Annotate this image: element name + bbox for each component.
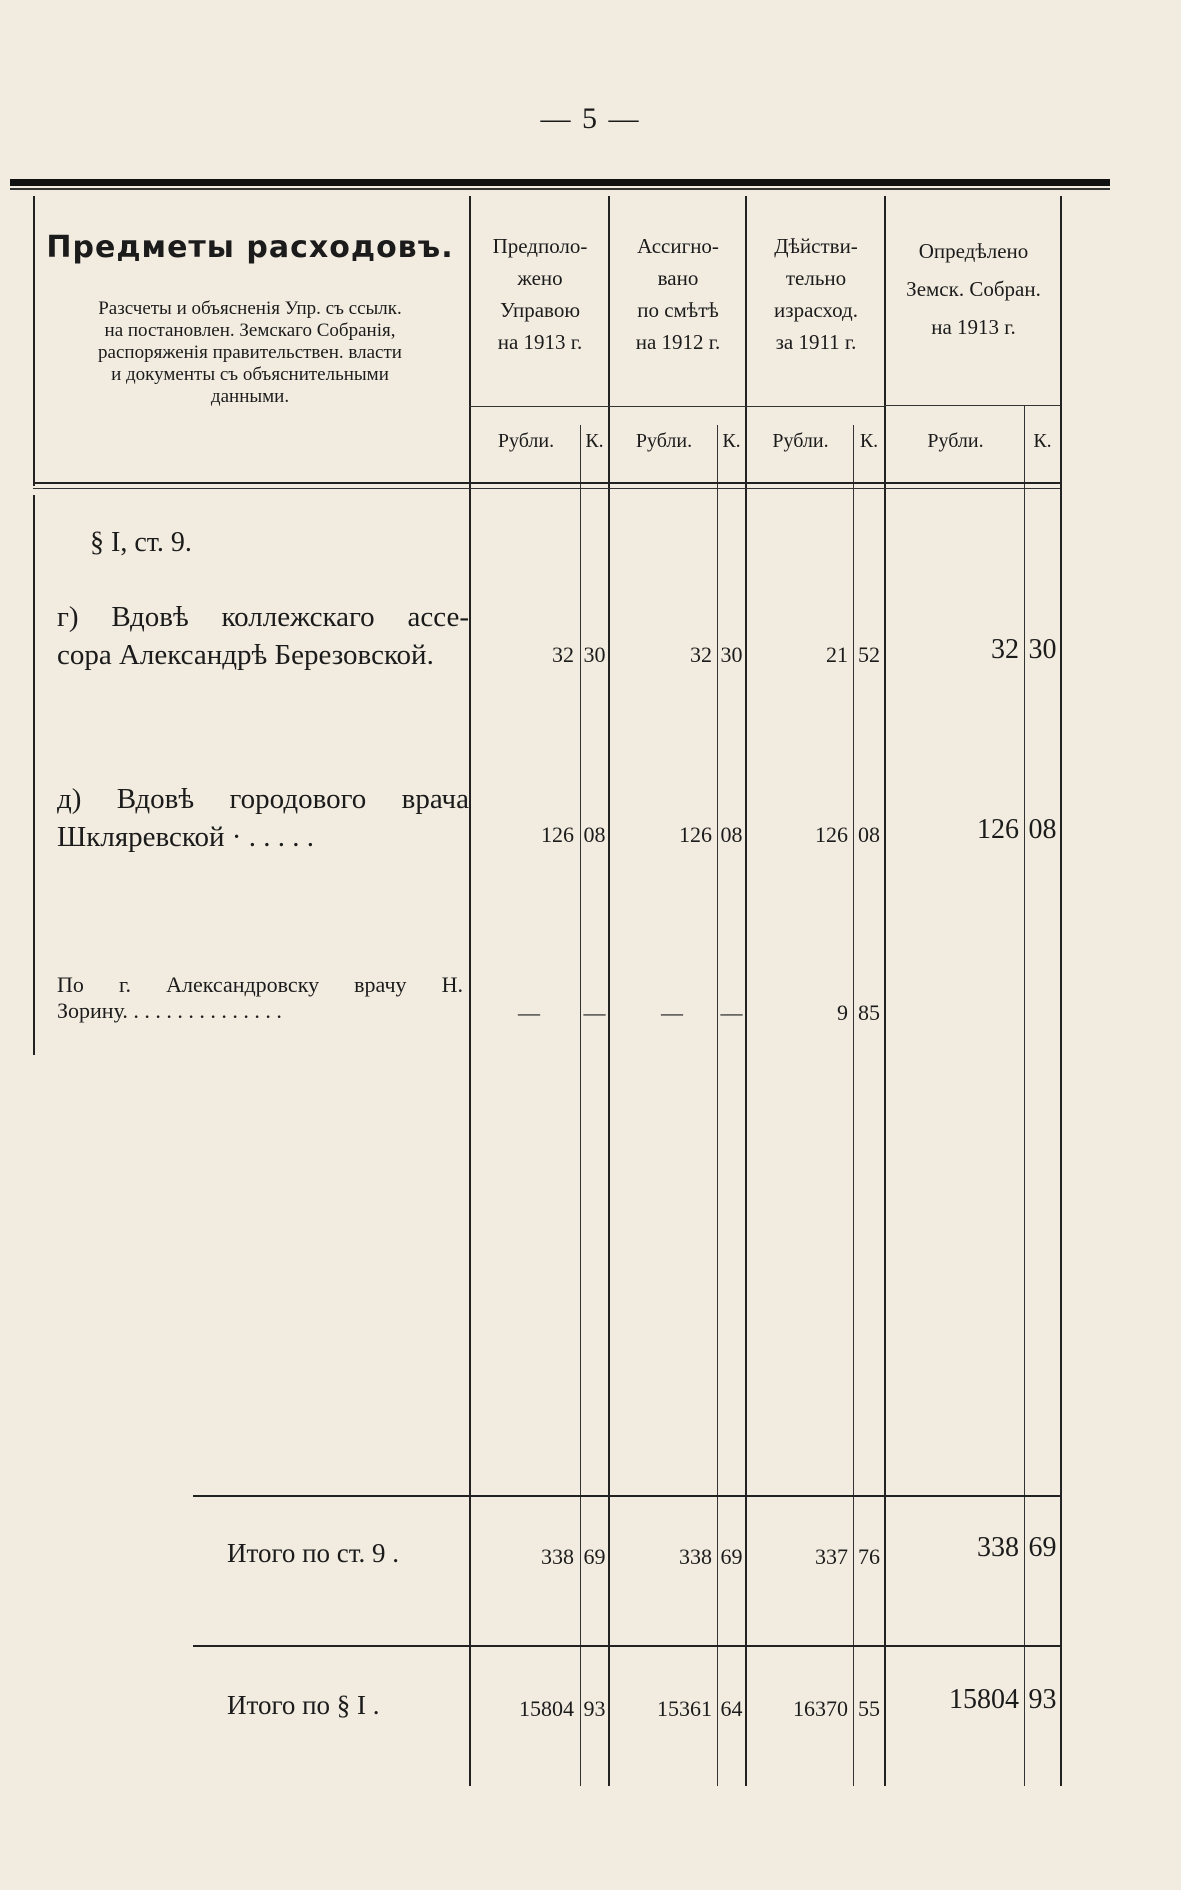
page-number: — 5 — — [540, 102, 641, 135]
cell-kopecks: 08 — [1028, 814, 1057, 845]
cell-kopecks: 52 — [858, 642, 880, 667]
total-rubles: 15804 — [949, 1684, 1019, 1715]
cell-kopecks: 85 — [858, 1000, 880, 1025]
cell-rubles: 32 — [552, 642, 574, 667]
column-divider — [608, 196, 610, 1786]
cell-rubles: — — [661, 1000, 683, 1025]
total-rubles: 338 — [977, 1532, 1019, 1563]
section-heading: § I, ст. 9. — [90, 527, 192, 558]
total-kopecks: 93 — [583, 1696, 606, 1721]
column-header-proposed: Предполо- жено Управою на 1913 г. — [492, 234, 588, 354]
column-title: Предметы расходовъ. — [46, 230, 454, 265]
table-right-border — [1060, 196, 1062, 1786]
total-kopecks: 69 — [583, 1544, 606, 1569]
cell-rubles: — — [518, 1000, 540, 1025]
total-rubles: 15804 — [519, 1696, 574, 1721]
column-divider — [745, 196, 747, 1786]
table-left-border — [33, 495, 35, 1055]
total-kopecks: 69 — [1028, 1532, 1057, 1563]
cell-kopecks: 08 — [858, 822, 880, 847]
cell-rubles: 32 — [690, 642, 712, 667]
column-header-determined: Опредѣлено Земск. Собран. на 1913 г. — [906, 239, 1041, 339]
cell-rubles: 126 — [679, 822, 712, 847]
cell-rubles: 126 — [541, 822, 574, 847]
total-rubles: 338 — [541, 1544, 574, 1569]
unit-rubles: Рубли. — [772, 430, 829, 452]
header-bottom-rule-thin — [33, 488, 1060, 489]
kopeck-divider — [853, 425, 854, 1786]
cell-kopecks: 08 — [583, 822, 606, 847]
kopeck-divider — [1024, 405, 1025, 1786]
cell-rubles: 9 — [837, 1000, 848, 1025]
total-kopecks: 64 — [720, 1696, 743, 1721]
column-header-spent: Дѣйстви- тельно израсход. за 1911 г. — [774, 234, 858, 354]
header-subdivider — [884, 405, 1060, 406]
row-label: г) Вдовѣ коллежскаго ассе- сора Александрѣ Березовской. — [57, 601, 469, 671]
unit-rubles: Рубли. — [927, 430, 984, 452]
cell-kopecks: 30 — [720, 642, 743, 667]
total-kopecks: 76 — [858, 1544, 880, 1569]
unit-rubles: Рубли. — [635, 430, 693, 452]
subtotal-rule — [193, 1495, 1060, 1497]
total-rule — [193, 1645, 1060, 1647]
total-rubles: 338 — [679, 1544, 712, 1569]
cell-kopecks: 08 — [720, 822, 743, 847]
cell-rubles: 21 — [826, 642, 848, 667]
unit-rubles: Рубли. — [497, 430, 555, 452]
column-subtitle: Разсчеты и объясненія Упр. съ ссылк. на постановлен. Земскаго Собранія, распоряженія правительствен. власти и документы съ объяснительными данными. — [98, 298, 402, 407]
total-kopecks: 69 — [720, 1544, 743, 1569]
kopeck-divider — [717, 425, 718, 1786]
cell-kopecks: 30 — [583, 642, 606, 667]
top-rule — [10, 179, 1110, 186]
total-kopecks: 55 — [858, 1696, 880, 1721]
cell-kopecks: — — [583, 1000, 606, 1025]
unit-kopecks: К. — [1033, 430, 1052, 452]
unit-kopecks: К. — [722, 430, 741, 452]
total-label: Итого по § I . — [227, 1690, 380, 1720]
column-divider — [884, 196, 886, 1786]
cell-rubles: 126 — [977, 814, 1019, 845]
column-divider — [469, 196, 471, 1786]
cell-rubles: 32 — [991, 634, 1019, 665]
top-rule-thin — [10, 188, 1110, 190]
unit-kopecks: К. — [585, 430, 604, 452]
cell-rubles: 126 — [815, 822, 848, 847]
cell-kopecks: — — [720, 1000, 743, 1025]
table-left-border — [33, 196, 35, 486]
header-subdivider — [469, 406, 884, 407]
unit-kopecks: К. — [859, 430, 879, 452]
total-rubles: 16370 — [793, 1696, 848, 1721]
cell-kopecks: 30 — [1028, 634, 1057, 665]
subtotal-label: Итого по ст. 9 . — [227, 1538, 400, 1568]
kopeck-divider — [580, 425, 581, 1786]
total-kopecks: 93 — [1028, 1684, 1057, 1715]
header-bottom-rule — [33, 482, 1060, 484]
column-header-assigned: Ассигно- вано по смѣтѣ на 1912 г. — [635, 234, 721, 354]
total-rubles: 337 — [815, 1544, 848, 1569]
row-label: д) Вдовѣ городового врача Шкляревской · . . . . . — [57, 783, 469, 853]
total-rubles: 15361 — [657, 1696, 712, 1721]
row-label: По г. Александровску врачу Н. Зорину. . . . . . . . . . . . . . . — [57, 972, 463, 1023]
